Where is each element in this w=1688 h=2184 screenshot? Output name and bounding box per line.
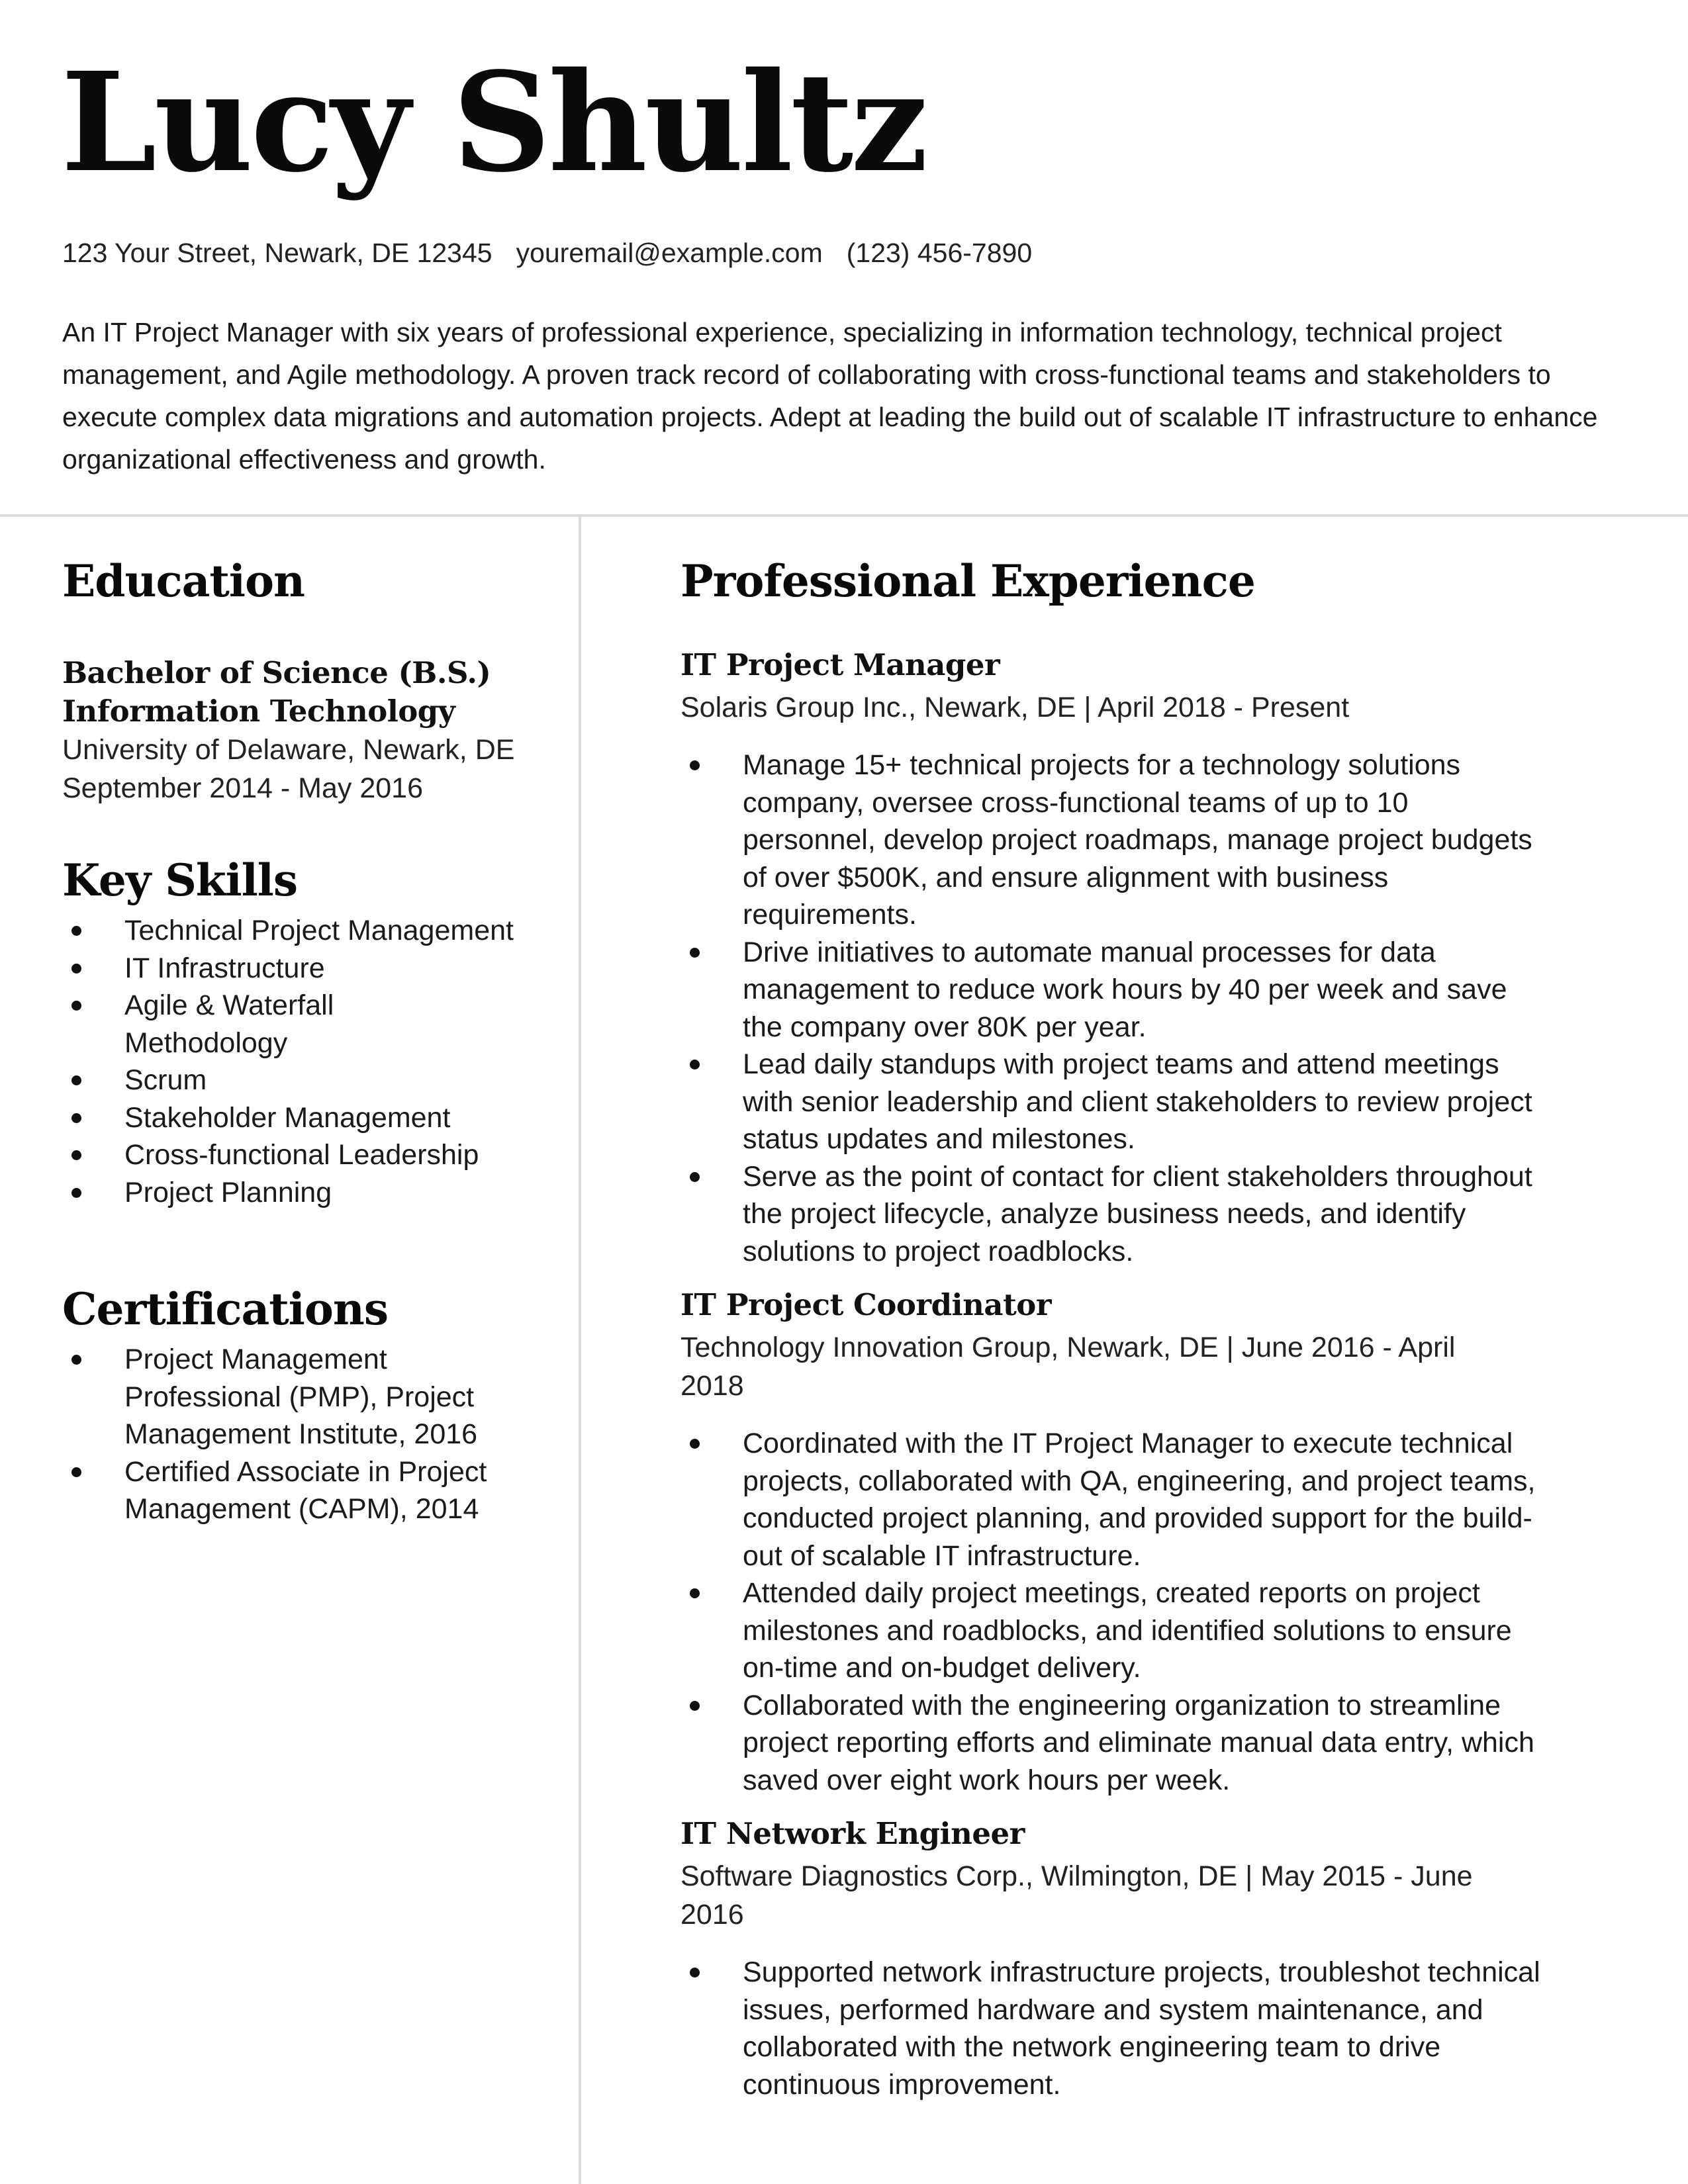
bullet-icon [690, 1172, 700, 1182]
skills-heading: Key Skills [62, 854, 297, 906]
job-meta: Solaris Group Inc., Newark, DE | April 2018 - Present [680, 692, 1350, 723]
bullet-icon [690, 948, 700, 958]
job-bullet: Serve as the point of contact for client stakeholders throughout the project lifecycle, analyze business needs, and identify solutions to project roadblocks. [680, 1158, 1541, 1271]
left-column [62, 549, 552, 1528]
bullet-icon [690, 1701, 700, 1711]
education-major: Information Technology [62, 694, 455, 729]
contact-address: 123 Your Street, Newark, DE 12345 [62, 238, 492, 268]
job-entry [680, 1286, 1634, 1799]
education-entry [62, 654, 552, 807]
bullet-icon [690, 1588, 700, 1598]
bullet-icon [71, 1150, 81, 1160]
job-bullet: Manage 15+ technical projects for a technology solutions company, oversee cross-functional teams of up to 10 personnel, develop project roadmaps, manage project budgets of over $500K, and ensure alignment with business requirements. [680, 747, 1541, 934]
job-title: IT Project Coordinator [680, 1287, 1052, 1322]
bullet-icon [690, 1060, 700, 1069]
job-meta: Technology Innovation Group, Newark, DE | June 2016 - April 2018 [680, 1332, 1456, 1402]
bullet-icon [71, 1001, 81, 1011]
bullet-icon [690, 1968, 700, 1978]
skill-item: Technical Project Management [62, 912, 552, 950]
column-divider [579, 517, 581, 2184]
job-entry [680, 1815, 1634, 2103]
bullet-icon [71, 1075, 81, 1085]
experience-heading: Professional Experience [680, 555, 1255, 607]
job-bullets [680, 747, 1541, 1270]
job-bullet: Lead daily standups with project teams and attend meetings with senior leadership and client stakeholders to review project status updates and milestones. [680, 1046, 1541, 1158]
skill-item: Scrum [62, 1062, 552, 1099]
job-meta: Software Diagnostics Corp., Wilmington, DE | May 2015 - June 2016 [680, 1860, 1473, 1931]
education-school: University of Delaware, Newark, DE [62, 734, 515, 766]
bullet-icon [71, 1355, 81, 1365]
bullet-icon [71, 1188, 81, 1198]
job-bullets [680, 1954, 1541, 2103]
bullet-icon [71, 1467, 81, 1477]
education-heading: Education [62, 555, 305, 607]
bullet-icon [71, 1113, 81, 1123]
skill-item: Cross-functional Leadership [62, 1136, 552, 1174]
job-bullet: Coordinated with the IT Project Manager to execute technical projects, collaborated with QA, engineering, and project teams, conducted project planning, and provided support for the build-out of scalable IT infrastructure. [680, 1425, 1541, 1574]
skill-item: Stakeholder Management [62, 1099, 552, 1137]
job-bullet: Drive initiatives to automate manual processes for data management to reduce work hours by 40 per week and save the company over 80K per year. [680, 934, 1541, 1046]
bullet-icon [690, 1439, 700, 1449]
skills-list [62, 912, 552, 1211]
job-bullet: Supported network infrastructure projects, troubleshot technical issues, performed hardware and system maintenance, and collaborated with the network engineering team to drive continuous improvement. [680, 1954, 1541, 2103]
certifications-list [62, 1341, 552, 1528]
bullet-icon [690, 760, 700, 770]
job-bullet: Collaborated with the engineering organization to streamline project reporting efforts and eliminate manual data entry, which saved over eight work hours per week. [680, 1687, 1541, 1799]
skill-item: Agile & Waterfall Methodology [62, 987, 552, 1062]
job-title: IT Network Engineer [680, 1816, 1025, 1851]
right-column [680, 549, 1634, 2103]
skill-item: IT Infrastructure [62, 950, 552, 987]
contact-phone: (123) 456-7890 [846, 238, 1033, 268]
job-bullet: Attended daily project meetings, created reports on project milestones and roadblocks, and identified solutions to ensure on-time and on-budget delivery. [680, 1574, 1541, 1687]
professional-summary: An IT Project Manager with six years of professional experience, specializing in information technology, technical project management, and Agile methodology. A proven track record of collaborating with cross-functional teams and stakeholders to execute complex data migrations and automation projects. Adept at leading the build out of scalable IT infrastructure to enhance organizational effectiveness and growth. [62, 317, 1598, 475]
job-title: IT Project Manager [680, 647, 1000, 682]
certification-item: Project Management Professional (PMP), Project Management Institute, 2016 [62, 1341, 552, 1453]
bullet-icon [71, 926, 81, 936]
contact-line [62, 234, 1032, 271]
contact-email: youremail@example.com [516, 238, 823, 268]
education-degree: Bachelor of Science (B.S.) [62, 655, 491, 690]
candidate-name: Lucy Shultz [61, 42, 926, 203]
certification-item: Certified Associate in Project Management (CAPM), 2014 [62, 1453, 552, 1528]
header-divider [0, 514, 1688, 517]
bullet-icon [71, 964, 81, 974]
job-entry [680, 646, 1634, 1270]
job-bullets [680, 1425, 1541, 1799]
skill-item: Project Planning [62, 1174, 552, 1212]
certifications-heading: Certifications [62, 1283, 388, 1335]
education-dates: September 2014 - May 2016 [62, 772, 423, 804]
